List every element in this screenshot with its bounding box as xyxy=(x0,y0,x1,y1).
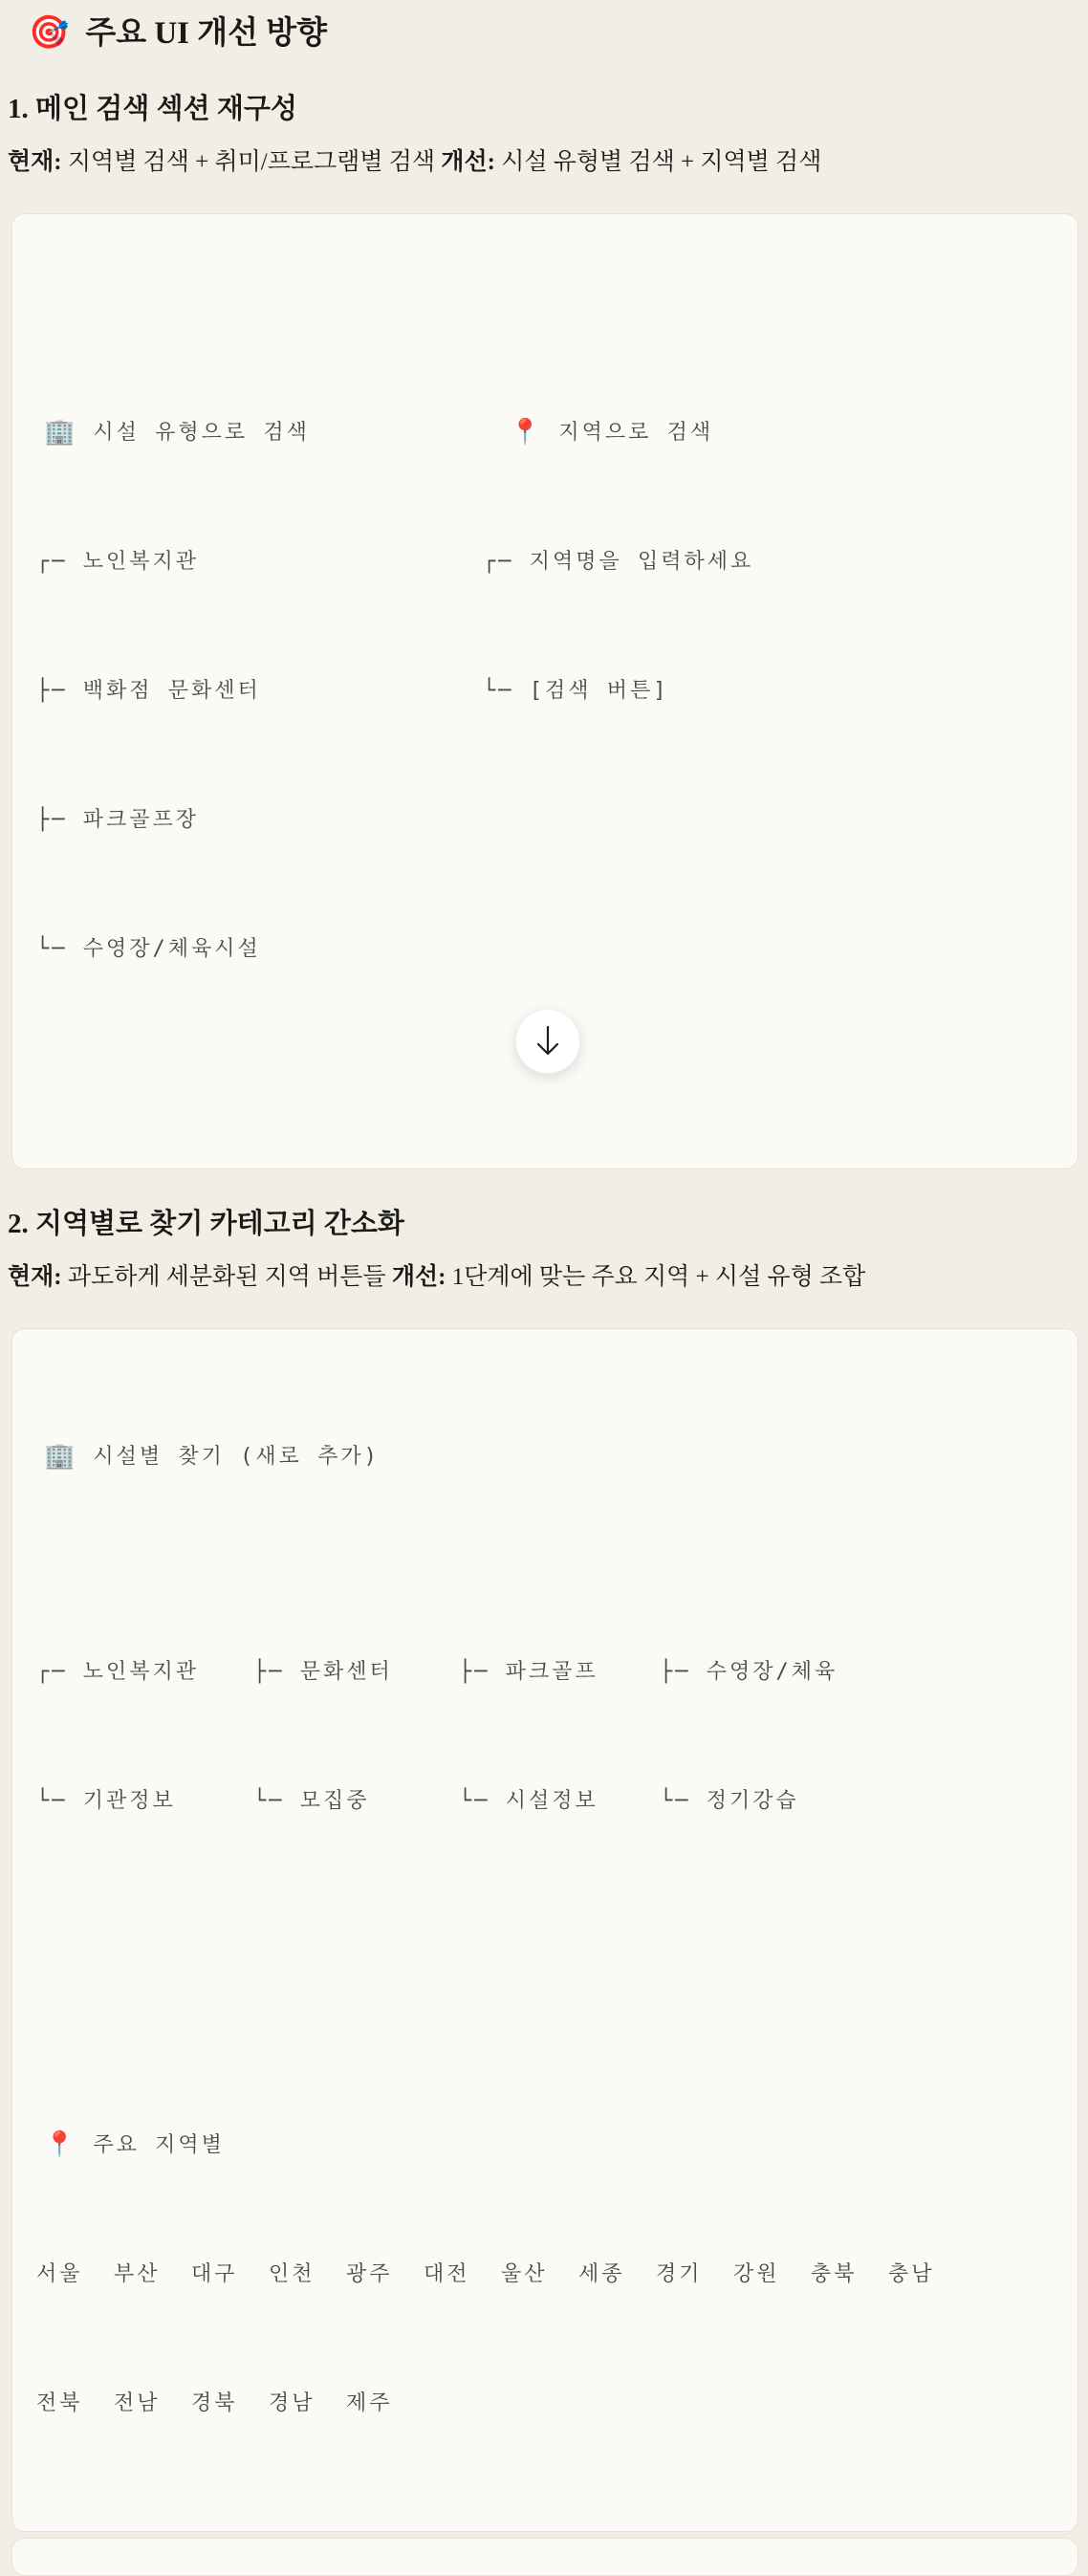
code-block-partial xyxy=(11,2538,1078,2576)
tree-item: ┌─ 지역명을 입력하세요 xyxy=(483,550,754,574)
section1-heading: 1. 메인 검색 섹션 재구성 xyxy=(8,94,297,124)
scroll-to-bottom-button[interactable] xyxy=(515,1009,580,1074)
page-title-text: 주요 UI 개선 방향 xyxy=(85,16,328,51)
current-label: 현재: xyxy=(8,149,62,175)
tree-item: ├─ 문화센터 xyxy=(253,1660,393,1684)
region-row: 서울 부산 대구 인천 광주 대전 울산 세종 경기 강원 충북 충남 xyxy=(36,2262,935,2286)
tree-item: └─ 기관정보 xyxy=(36,1789,176,1813)
pushpin-icon: 📍 xyxy=(510,418,541,447)
tree-item: ┌─ 노인복지관 xyxy=(36,550,199,574)
office-building-icon: 🏢 xyxy=(44,418,76,447)
chat-message-content xyxy=(0,12,1088,2576)
tree-item: └─ 수영장/체육시설 xyxy=(36,937,261,961)
improved-label: 개선: xyxy=(441,149,495,175)
facility-find-title: 시설별 찾기 (새로 추가) xyxy=(93,1445,380,1469)
improved-text: 1단계에 맞는 주요 지역 + 시설 유형 조합 xyxy=(451,1264,866,1290)
code-columns xyxy=(36,325,1051,1057)
facility-find-header xyxy=(36,1435,1051,1478)
section2-paragraph xyxy=(8,1255,1029,1300)
pushpin-icon: 📍 xyxy=(44,2130,76,2159)
tree-item: └─ [검색 버튼] xyxy=(483,679,669,703)
dart-target-icon: 🎯 xyxy=(29,15,70,51)
office-building-icon: 🏢 xyxy=(44,1442,76,1471)
code-block-category-simplify xyxy=(11,1328,1078,2532)
tree-item: └─ 시설정보 xyxy=(459,1789,598,1813)
tree-item: └─ 모집중 xyxy=(253,1789,370,1813)
facility-column-title: 시설 유형으로 검색 xyxy=(93,421,310,445)
facility-group xyxy=(660,1564,1051,1909)
facility-search-column xyxy=(36,325,483,1057)
current-text: 지역별 검색 + 취미/프로그램별 검색 xyxy=(67,149,436,175)
tree-item: └─ 정기강습 xyxy=(660,1789,799,1813)
blank-line xyxy=(36,1995,1051,2038)
facility-group xyxy=(36,1564,253,1909)
region-search-column xyxy=(483,325,1051,1057)
current-label: 현재: xyxy=(8,1264,62,1290)
facility-group xyxy=(459,1564,660,1909)
page-title xyxy=(29,12,1078,55)
section2-heading: 2. 지역별로 찾기 카테고리 간소화 xyxy=(8,1209,404,1239)
tree-item: ├─ 수영장/체육 xyxy=(660,1660,838,1684)
facility-groups-row xyxy=(36,1564,1051,1909)
region-list-header xyxy=(36,2124,1051,2167)
facility-column-header xyxy=(36,411,483,454)
current-text: 과도하게 세분화된 지역 버튼들 xyxy=(67,1264,386,1290)
tree-item: ├─ 파크골프장 xyxy=(36,808,199,832)
section1-paragraph xyxy=(8,140,1029,186)
tree-item: ├─ 파크골프 xyxy=(459,1660,598,1684)
facility-group xyxy=(253,1564,459,1909)
tree-item: ├─ 백화점 문화센터 xyxy=(36,679,261,703)
improved-text: 시설 유형별 검색 + 지역별 검색 xyxy=(501,149,822,175)
region-column-header xyxy=(483,411,1051,454)
down-arrow-icon xyxy=(533,1024,562,1059)
region-row: 전북 전남 경북 경남 제주 xyxy=(36,2391,393,2415)
region-column-title: 지역으로 검색 xyxy=(558,421,714,445)
region-list-title: 주요 지역별 xyxy=(93,2133,225,2157)
tree-item: ┌─ 노인복지관 xyxy=(36,1660,199,1684)
improved-label: 개선: xyxy=(391,1264,446,1290)
